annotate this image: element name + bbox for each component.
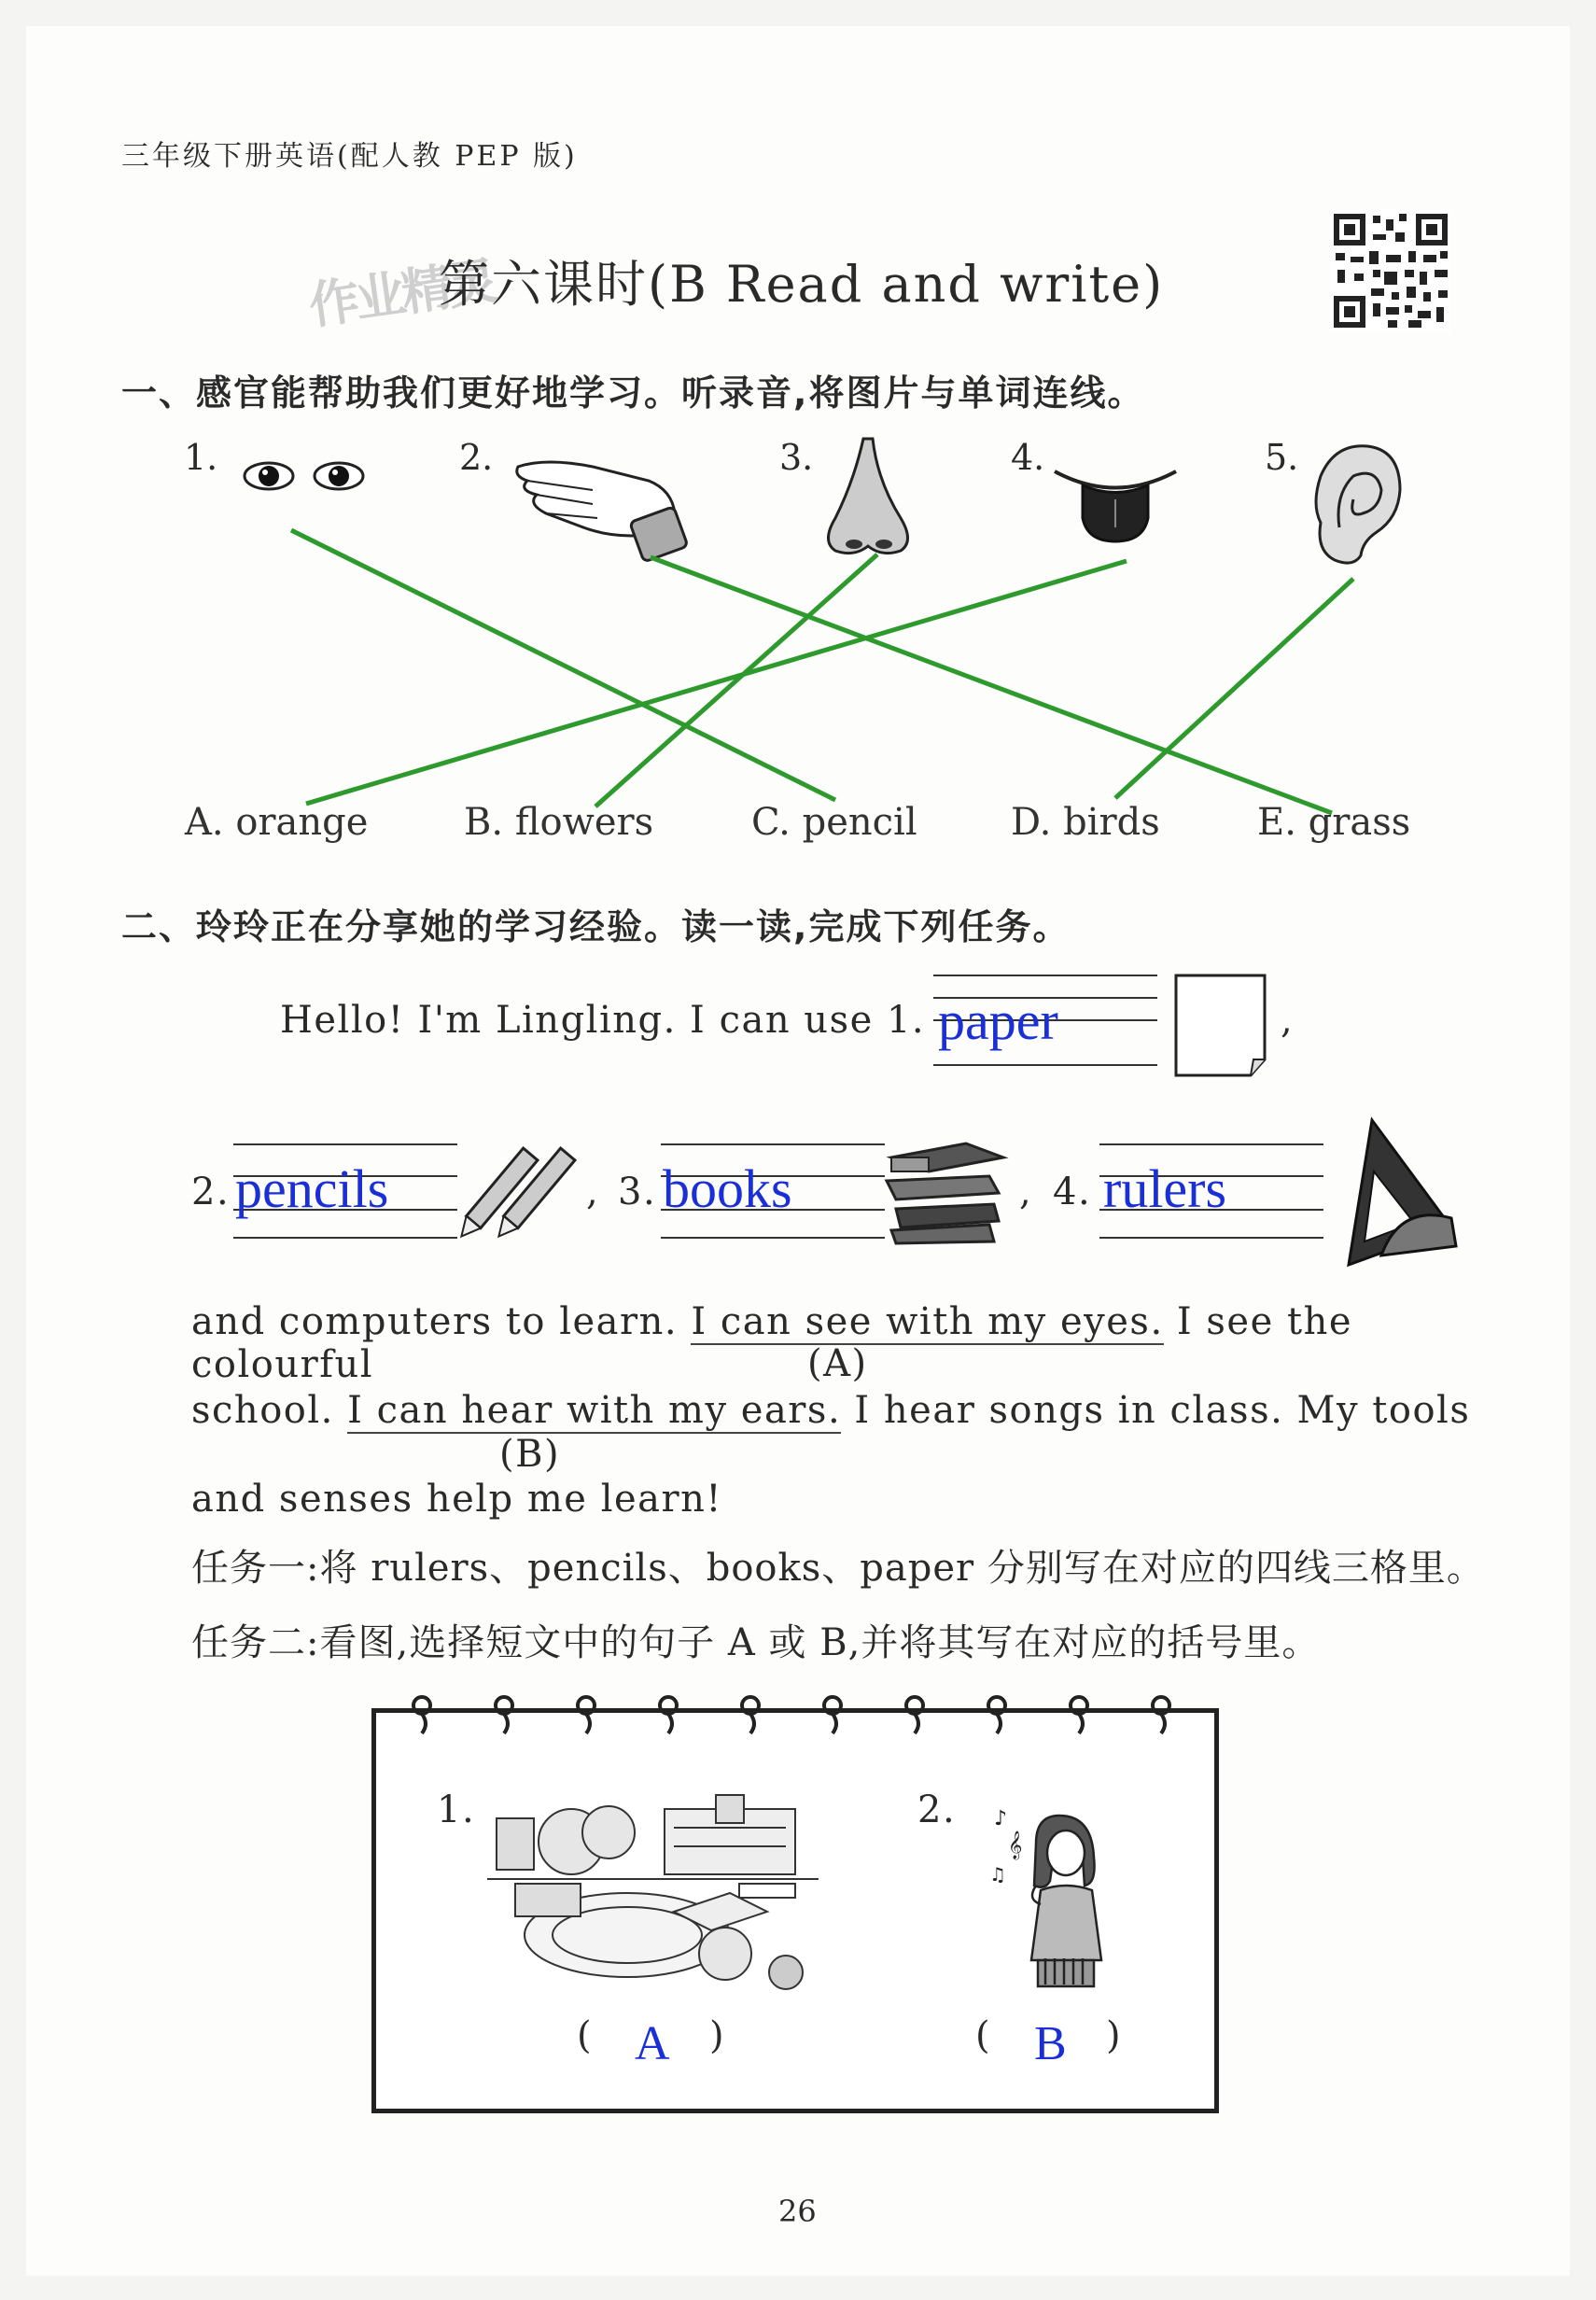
num-2: 2. — [191, 1171, 231, 1213]
school-scene-image — [487, 1790, 819, 1996]
singing-girl-image — [980, 1802, 1134, 1988]
option-a: A. orange — [185, 801, 369, 844]
comma-1: , — [1281, 999, 1295, 1042]
paren-open-1: ( — [577, 2014, 594, 2057]
item-number-4: 4. — [1011, 437, 1045, 478]
books-icon — [882, 1139, 1013, 1246]
answer-paper: paper — [938, 990, 1058, 1051]
svg-text:♫: ♫ — [989, 1863, 1006, 1886]
watermark: 作业精灵 — [305, 251, 498, 336]
paren-close-1: ) — [709, 2014, 726, 2057]
num-3: 3. — [618, 1171, 657, 1213]
pencils-icon — [457, 1146, 583, 1254]
paragraph-line-3: and senses help me learn! — [191, 1478, 722, 1521]
option-e: E. grass — [1257, 801, 1411, 844]
sentence-b: I can hear with my ears. — [347, 1389, 842, 1432]
task-one: 任务一:将 rulers、pencils、books、paper 分别写在对应的四线三格里。 — [191, 1547, 1485, 1590]
p1-end: I see the colourful — [191, 1300, 1352, 1386]
option-d: D. birds — [1011, 801, 1160, 844]
svg-text:𝄞: 𝄞 — [1008, 1831, 1023, 1859]
p1-start: and computers to learn. — [191, 1300, 679, 1343]
task-two: 任务二:看图,选择短文中的句子 A 或 B,并将其写在对应的括号里。 — [191, 1621, 1321, 1664]
paren-close-2: ) — [1106, 2014, 1123, 2057]
notebook-rings — [371, 1685, 1221, 1741]
box-num-1: 1. — [437, 1788, 476, 1831]
option-b: B. flowers — [464, 801, 654, 844]
paper-icon — [1171, 971, 1274, 1081]
item-number-1: 1. — [184, 437, 218, 478]
paren-open-2: ( — [975, 2014, 992, 2057]
comma-3: , — [1019, 1171, 1033, 1213]
answer-box-1: A — [635, 2017, 670, 2070]
page-number: 26 — [778, 2194, 817, 2229]
sentence-a: I can see with my eyes. — [691, 1300, 1164, 1343]
answer-pencils: pencils — [235, 1158, 389, 1219]
answer-rulers: rulers — [1103, 1158, 1227, 1219]
lesson-title: 第六课时(B Read and write) — [439, 255, 1165, 314]
num-4: 4. — [1053, 1171, 1092, 1213]
answer-books: books — [663, 1158, 792, 1219]
box-num-2: 2. — [917, 1788, 957, 1831]
option-c: C. pencil — [751, 801, 917, 844]
svg-text:♪: ♪ — [994, 1807, 1008, 1830]
p2-start: school. — [191, 1389, 334, 1432]
comma-2: , — [586, 1171, 600, 1213]
p2-end: I hear songs in class. My tools — [854, 1389, 1471, 1432]
section1-instruction: 一、感官能帮助我们更好地学习。听录音,将图片与单词连线。 — [121, 372, 1145, 414]
item-number-5: 5. — [1265, 437, 1299, 478]
intro-text: Hello! I'm Lingling. I can use 1. — [280, 999, 926, 1042]
answer-box-2: B — [1034, 2017, 1067, 2070]
paragraph-line-2 — [191, 1389, 1479, 1432]
item-number-2: 2. — [459, 437, 494, 478]
label-b: (B) — [499, 1433, 561, 1476]
book-header: 三年级下册英语(配人教 PEP 版) — [121, 140, 578, 173]
item-number-3: 3. — [779, 437, 814, 478]
section2-instruction: 二、玲玲正在分享她的学习经验。读一读,完成下列任务。 — [121, 906, 1071, 947]
rulers-icon — [1335, 1115, 1465, 1269]
label-a: (A) — [807, 1342, 868, 1385]
